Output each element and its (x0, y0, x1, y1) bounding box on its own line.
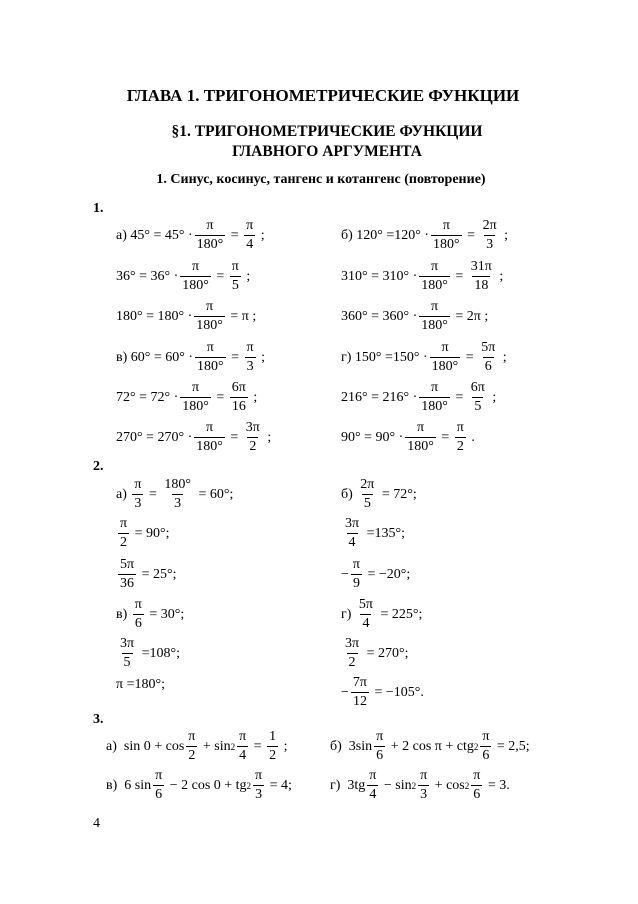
eq-1a-2: 36° = 36° · $\frac{\pi}{180^\circ}$ = $\frac{\pi}{5}$ ; (116, 259, 251, 293)
eq-1g-3: 90° = 90° · $\frac{\pi}{180^\circ}$ = $\frac{\pi}{2}$ . (341, 420, 475, 454)
eq-3v: в) 6 sin π 6 − 2 cos 0 + tg 2 $\frac{\pi}{3}$ = 4; (106, 768, 292, 802)
eq-2a-3: $\frac{5\pi}{36}$ = 25°; (120, 557, 177, 591)
eq-2v-1: в) $\frac{\pi}{6}$ = 30°; (116, 597, 185, 631)
eq-1b-3: 360° = 360° · $\frac{\pi}{180^\circ}$ = 2π ; (341, 299, 489, 333)
eq-1a-3: 180° = 180° · $\frac{\pi}{180^\circ}$ = π ; (116, 299, 257, 333)
problem-number-1: 1. (93, 201, 104, 216)
subsection-title: 1. Синус, косинус, тангенс и котангенс (повторение) (156, 172, 486, 187)
eq-2a-1: а) $\frac{\pi}{3}$ = $\frac{180^\circ}{3}$ = 60°; (116, 477, 234, 511)
eq-1v-2: 72° = 72° · $\frac{\pi}{180^\circ}$ = $\frac{6\pi}{16}$ ; (116, 380, 258, 414)
eq-1a-1: а) 45° = 45° · $\frac{\pi}{180^\circ}$ = $\frac{\pi}{4}$ ; (116, 218, 265, 252)
eq-1v-3: 270° = 270° · $\frac{\pi}{180^\circ}$ = $\frac{3\pi}{2}$ ; (116, 420, 272, 454)
eq-2b-2: $\frac{3\pi}{4}$ =135°; (345, 516, 405, 550)
eq-2v-3: π =180°; (116, 677, 165, 692)
page-number: 4 (93, 816, 100, 831)
eq-2g-3: − $\frac{7\pi}{12}$ = −105°. (341, 675, 424, 709)
eq-2b-3: − $\frac{\pi}{9}$ = −20°; (341, 557, 411, 591)
eq-1g-2: 216° = 216° · $\frac{\pi}{180^\circ}$ = $\frac{6\pi}{5}$ ; (341, 380, 497, 414)
eq-3a: а) sin 0 + cos π 2 + sin 2 $\frac{\pi}{4}$ = $\frac{1}{2}$ ; (106, 729, 288, 763)
eq-1v-1: в) 60° = 60° · $\frac{\pi}{180^\circ}$ = $\frac{\pi}{3}$ ; (116, 340, 266, 374)
eq-2a-2: $\frac{\pi}{2}$ = 90°; (120, 516, 170, 550)
problem-number-2: 2. (93, 459, 104, 474)
section-title-line-2: ГЛАВНОГО АРГУМЕНТА (232, 143, 422, 160)
eq-1b-2: 310° = 310° · $\frac{\pi}{180^\circ}$ = $\frac{31\pi}{18}$ ; (341, 259, 504, 293)
eq-2b-1: б) $\frac{2\pi}{5}$ = 72°; (341, 477, 417, 511)
eq-3b: б) 3sin π 6 + 2 cos π + ctg 2 $\frac{\pi}{6}$ = 2,5; (330, 729, 530, 763)
section-title-line-1: §1. ТРИГОНОМЕТРИЧЕСКИЕ ФУНКЦИИ (171, 123, 483, 140)
eq-2g-2: $\frac{3\pi}{2}$ = 270°; (345, 636, 409, 670)
eq-1b-1: б) 120° =120° · $\frac{\pi}{180^\circ}$ = $\frac{2\pi}{3}$ ; (341, 218, 509, 252)
eq-2v-2: $\frac{3\pi}{5}$ =108°; (120, 636, 180, 670)
problem-number-3: 3. (93, 712, 104, 727)
eq-3g: г) 3tg π 4 − sin 2 π 3 + cos 2 $\frac{\pi}{6}$ = 3. (330, 768, 510, 802)
eq-2g-1: г) $\frac{5\pi}{4}$ = 225°; (341, 597, 423, 631)
eq-1g-1: г) 150° =150° · $\frac{\pi}{180^\circ}$ = $\frac{5\pi}{6}$ ; (341, 340, 507, 374)
chapter-title: ГЛАВА 1. ТРИГОНОМЕТРИЧЕСКИЕ ФУНКЦИИ (126, 86, 520, 105)
